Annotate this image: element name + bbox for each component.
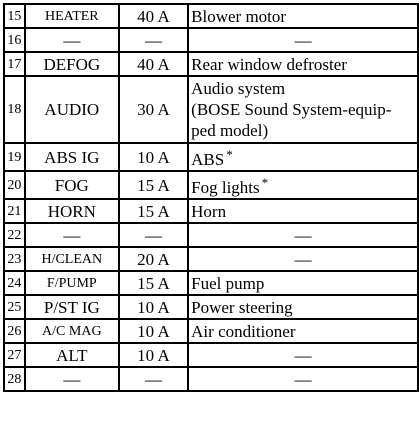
table-row <box>4 199 418 223</box>
fuse-name <box>25 143 119 171</box>
fuse-description-text: — <box>294 225 312 245</box>
fuse-amperage <box>119 367 188 391</box>
fuse-amperage-text: — <box>144 30 162 50</box>
table-row <box>4 4 418 28</box>
fuse-number <box>4 52 25 76</box>
table-row <box>4 223 418 247</box>
fuse-name <box>25 199 119 223</box>
table-row <box>4 76 418 143</box>
footnote-asterisk: * <box>226 147 233 162</box>
fuse-description <box>188 367 418 391</box>
table-row <box>4 28 418 52</box>
fuse-description-text: Blower motor <box>191 6 287 26</box>
table-row <box>4 343 418 367</box>
fuse-description <box>188 343 418 367</box>
fuse-name-text: — <box>63 30 81 50</box>
fuse-amperage-text: — <box>144 369 162 389</box>
fuse-description-text: — <box>294 345 312 365</box>
fuse-amperage <box>119 295 188 319</box>
fuse-amperage-text: 10 A <box>137 345 170 365</box>
table-row <box>4 52 418 76</box>
fuse-name <box>25 76 119 143</box>
fuse-number <box>4 76 25 143</box>
fuse-description-text: Fog lights <box>191 178 260 197</box>
fuse-number-text: 26 <box>7 323 22 339</box>
fuse-amperage <box>119 76 188 143</box>
fuse-number <box>4 4 25 28</box>
fuse-amperage <box>119 52 188 76</box>
fuse-amperage-text: 10 A <box>137 297 170 317</box>
fuse-number <box>4 143 25 171</box>
fuse-number-text: 28 <box>7 371 22 387</box>
fuse-amperage-text: 15 A <box>137 175 170 195</box>
fuse-number <box>4 28 25 52</box>
fuse-name-text: — <box>63 225 81 245</box>
fuse-description <box>188 223 418 247</box>
fuse-table-container <box>3 3 419 392</box>
table-row <box>4 171 418 199</box>
fuse-name-text: DEFOG <box>43 54 101 74</box>
fuse-description <box>188 319 418 343</box>
fuse-amperage-text: 20 A <box>137 249 170 269</box>
fuse-number <box>4 271 25 295</box>
fuse-amperage <box>119 319 188 343</box>
fuse-description <box>188 295 418 319</box>
fuse-name-text: H/CLEAN <box>41 251 103 267</box>
fuse-name-text: FOG <box>54 175 89 195</box>
fuse-number <box>4 199 25 223</box>
fuse-name-text: AUDIO <box>44 100 100 119</box>
fuse-amperage-text: 40 A <box>137 6 170 26</box>
fuse-description <box>188 199 418 223</box>
table-row <box>4 143 418 171</box>
fuse-name <box>25 295 119 319</box>
fuse-name <box>25 343 119 367</box>
fuse-description <box>188 247 418 271</box>
fuse-number-text: 27 <box>7 347 22 363</box>
fuse-description-text: — <box>294 249 312 269</box>
fuse-description <box>188 171 418 199</box>
fuse-amperage <box>119 4 188 28</box>
fuse-name <box>25 223 119 247</box>
table-row <box>4 271 418 295</box>
fuse-amperage-text: 15 A <box>137 201 170 221</box>
fuse-description-text: Fuel pump <box>191 273 265 293</box>
fuse-description-text: Power steering <box>191 297 293 317</box>
fuse-description-text: — <box>294 30 312 50</box>
fuse-number <box>4 367 25 391</box>
footnote-asterisk: * <box>261 175 269 190</box>
fuse-name <box>25 171 119 199</box>
fuse-number <box>4 319 25 343</box>
fuse-name <box>25 28 119 52</box>
fuse-number-text: 22 <box>7 227 22 243</box>
fuse-name <box>25 4 119 28</box>
fuse-amperage-text: 40 A <box>137 54 170 74</box>
fuse-name <box>25 319 119 343</box>
fuse-number <box>4 247 25 271</box>
fuse-number-text: 20 <box>7 177 22 193</box>
fuse-number-text: 25 <box>7 299 22 315</box>
fuse-amperage <box>119 271 188 295</box>
fuse-amperage <box>119 223 188 247</box>
fuse-table <box>3 3 419 392</box>
fuse-number <box>4 171 25 199</box>
fuse-description-text: ABS <box>191 150 225 169</box>
fuse-description-text: — <box>294 369 312 389</box>
table-row <box>4 295 418 319</box>
fuse-name <box>25 247 119 271</box>
fuse-description <box>188 143 418 171</box>
fuse-name-text: ABS IG <box>44 147 100 167</box>
fuse-name-text: — <box>63 369 81 389</box>
fuse-description <box>188 76 418 143</box>
fuse-number-text: 21 <box>7 203 22 219</box>
fuse-amperage-text: 10 A <box>137 321 170 341</box>
fuse-number <box>4 295 25 319</box>
fuse-amperage-text: 15 A <box>137 273 170 293</box>
fuse-name <box>25 52 119 76</box>
fuse-number <box>4 343 25 367</box>
fuse-description-text: Air conditioner <box>191 321 296 341</box>
table-row <box>4 247 418 271</box>
fuse-name-text: ALT <box>56 345 88 365</box>
fuse-amperage <box>119 343 188 367</box>
fuse-amperage <box>119 28 188 52</box>
fuse-name-text: A/C MAG <box>42 323 102 339</box>
fuse-amperage <box>119 247 188 271</box>
table-row <box>4 367 418 391</box>
fuse-number-text: 23 <box>7 251 22 267</box>
fuse-number-text: 17 <box>7 56 22 72</box>
fuse-name <box>25 271 119 295</box>
fuse-amperage-text: 10 A <box>137 147 170 167</box>
table-row <box>4 319 418 343</box>
fuse-name-text: F/PUMP <box>46 275 97 291</box>
fuse-name-text: HEATER <box>44 8 99 24</box>
fuse-description-text: Audio system (BOSE Sound System-equip- ped model) <box>191 79 392 140</box>
fuse-table-body <box>4 4 418 391</box>
fuse-name-text: P/ST IG <box>43 297 100 317</box>
fuse-description-text: Horn <box>191 201 227 221</box>
fuse-number-text: 15 <box>7 8 22 24</box>
fuse-amperage <box>119 143 188 171</box>
fuse-name-text: HORN <box>47 201 96 221</box>
fuse-number <box>4 223 25 247</box>
fuse-description <box>188 271 418 295</box>
fuse-number-text: 19 <box>7 149 22 165</box>
fuse-number-text: 18 <box>7 102 22 117</box>
fuse-amperage <box>119 199 188 223</box>
fuse-description-text: Rear window defroster <box>191 54 347 74</box>
fuse-number-text: 16 <box>7 32 22 48</box>
fuse-amperage <box>119 171 188 199</box>
fuse-description <box>188 28 418 52</box>
fuse-description <box>188 4 418 28</box>
fuse-number-text: 24 <box>7 275 22 291</box>
fuse-name <box>25 367 119 391</box>
fuse-amperage-text: 30 A <box>137 100 170 119</box>
fuse-description <box>188 52 418 76</box>
fuse-amperage-text: — <box>144 225 162 245</box>
